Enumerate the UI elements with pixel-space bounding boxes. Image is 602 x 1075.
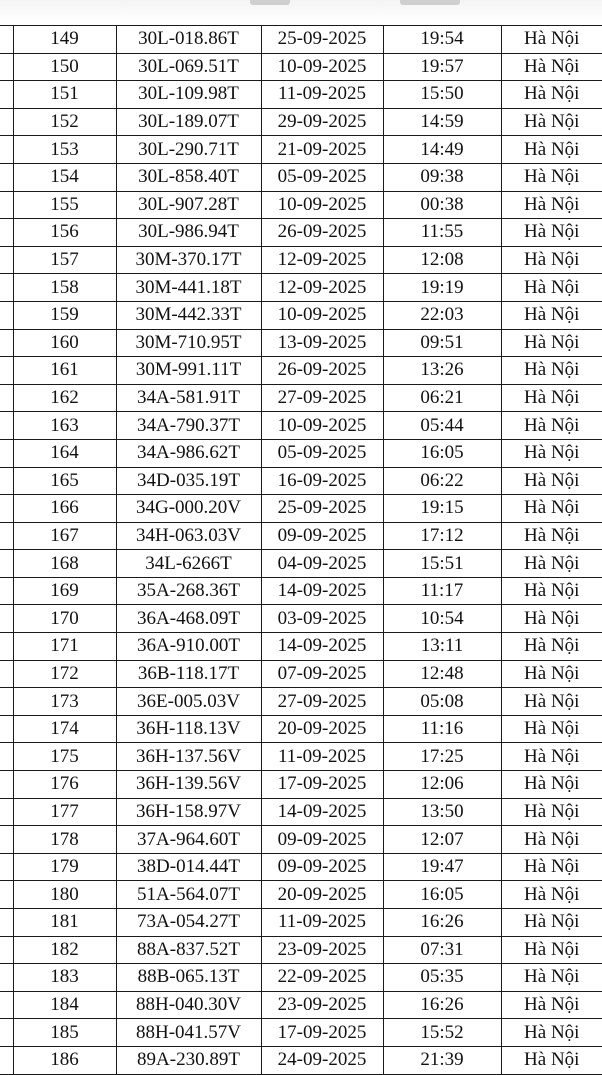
date-cell: 20-09-2025 <box>261 881 383 909</box>
plate-cell: 30L-018.86T <box>116 26 261 54</box>
stt-cell: 164 <box>13 439 116 467</box>
location-cell: Hà Nội <box>501 964 602 992</box>
time-cell: 05:44 <box>383 412 501 440</box>
time-cell: 15:52 <box>383 1019 501 1047</box>
stt-cell: 162 <box>13 384 116 412</box>
left-margin-cell <box>0 81 13 109</box>
time-cell: 09:51 <box>383 329 501 357</box>
stt-cell: 173 <box>13 688 116 716</box>
location-cell: Hà Nội <box>501 798 602 826</box>
date-cell: 27-09-2025 <box>261 384 383 412</box>
left-margin-cell <box>0 384 13 412</box>
time-cell: 16:05 <box>383 881 501 909</box>
time-cell: 11:17 <box>383 577 501 605</box>
left-margin-cell <box>0 1019 13 1047</box>
table-row <box>0 108 602 136</box>
left-margin-cell <box>0 688 13 716</box>
location-cell: Hà Nội <box>501 853 602 881</box>
plate-cell: 36H-158.97V <box>116 798 261 826</box>
plate-cell: 89A-230.89T <box>116 1046 261 1074</box>
table-row <box>0 881 602 909</box>
time-cell: 21:39 <box>383 1046 501 1074</box>
table-row <box>0 936 602 964</box>
date-cell: 29-09-2025 <box>261 108 383 136</box>
table-row <box>0 798 602 826</box>
stt-cell: 177 <box>13 798 116 826</box>
stt-cell: 159 <box>13 301 116 329</box>
date-cell: 05-09-2025 <box>261 439 383 467</box>
stt-cell: 175 <box>13 743 116 771</box>
stt-cell: 153 <box>13 136 116 164</box>
stt-cell: 152 <box>13 108 116 136</box>
date-cell: 20-09-2025 <box>261 715 383 743</box>
table-row <box>0 1019 602 1047</box>
table-row <box>0 191 602 219</box>
location-cell: Hà Nội <box>501 301 602 329</box>
stt-cell: 178 <box>13 826 116 854</box>
left-margin-cell <box>0 577 13 605</box>
location-cell: Hà Nội <box>501 605 602 633</box>
time-cell: 13:11 <box>383 633 501 661</box>
date-cell: 21-09-2025 <box>261 136 383 164</box>
time-cell: 05:35 <box>383 964 501 992</box>
date-cell: 11-09-2025 <box>261 81 383 109</box>
left-margin-cell <box>0 26 13 54</box>
location-cell: Hà Nội <box>501 771 602 799</box>
date-cell: 23-09-2025 <box>261 936 383 964</box>
time-cell: 19:19 <box>383 274 501 302</box>
plate-cell: 30L-986.94T <box>116 219 261 247</box>
table-row <box>0 853 602 881</box>
left-margin-cell <box>0 522 13 550</box>
time-cell: 11:55 <box>383 219 501 247</box>
date-cell: 26-09-2025 <box>261 357 383 385</box>
location-cell: Hà Nội <box>501 826 602 854</box>
top-cropped-strip <box>0 0 602 22</box>
plate-cell: 36A-468.09T <box>116 605 261 633</box>
stt-cell: 181 <box>13 909 116 937</box>
left-margin-cell <box>0 136 13 164</box>
location-cell: Hà Nội <box>501 495 602 523</box>
location-cell: Hà Nội <box>501 329 602 357</box>
time-cell: 07:31 <box>383 936 501 964</box>
location-cell: Hà Nội <box>501 246 602 274</box>
time-cell: 09:38 <box>383 163 501 191</box>
date-cell: 27-09-2025 <box>261 688 383 716</box>
table-row <box>0 633 602 661</box>
table-row <box>0 550 602 578</box>
table-row <box>0 991 602 1019</box>
left-margin-cell <box>0 219 13 247</box>
location-cell: Hà Nội <box>501 26 602 54</box>
table-row <box>0 826 602 854</box>
date-cell: 25-09-2025 <box>261 26 383 54</box>
date-cell: 09-09-2025 <box>261 826 383 854</box>
left-margin-cell <box>0 881 13 909</box>
location-cell: Hà Nội <box>501 909 602 937</box>
time-cell: 16:26 <box>383 909 501 937</box>
time-cell: 11:16 <box>383 715 501 743</box>
left-margin-cell <box>0 771 13 799</box>
date-cell: 05-09-2025 <box>261 163 383 191</box>
stt-cell: 150 <box>13 53 116 81</box>
location-cell: Hà Nội <box>501 467 602 495</box>
plate-cell: 73A-054.27T <box>116 909 261 937</box>
left-margin-cell <box>0 439 13 467</box>
table-row <box>0 715 602 743</box>
table-row <box>0 246 602 274</box>
time-cell: 00:38 <box>383 191 501 219</box>
plate-cell: 30M-442.33T <box>116 301 261 329</box>
plate-cell: 36E-005.03V <box>116 688 261 716</box>
left-margin-cell <box>0 798 13 826</box>
time-cell: 15:51 <box>383 550 501 578</box>
plate-cell: 88H-041.57V <box>116 1019 261 1047</box>
time-cell: 16:26 <box>383 991 501 1019</box>
location-cell: Hà Nội <box>501 660 602 688</box>
time-cell: 10:54 <box>383 605 501 633</box>
table-row <box>0 301 602 329</box>
date-cell: 10-09-2025 <box>261 301 383 329</box>
date-cell: 09-09-2025 <box>261 853 383 881</box>
table-row <box>0 577 602 605</box>
plate-cell: 36H-139.56V <box>116 771 261 799</box>
left-margin-cell <box>0 550 13 578</box>
table-row <box>0 1046 602 1074</box>
date-cell: 24-09-2025 <box>261 1046 383 1074</box>
time-cell: 14:49 <box>383 136 501 164</box>
table-row <box>0 274 602 302</box>
date-cell: 11-09-2025 <box>261 909 383 937</box>
time-cell: 17:12 <box>383 522 501 550</box>
table-row <box>0 439 602 467</box>
location-cell: Hà Nội <box>501 881 602 909</box>
left-margin-cell <box>0 743 13 771</box>
location-cell: Hà Nội <box>501 936 602 964</box>
table-row <box>0 26 602 54</box>
left-margin-cell <box>0 163 13 191</box>
location-cell: Hà Nội <box>501 550 602 578</box>
date-cell: 16-09-2025 <box>261 467 383 495</box>
plate-cell: 30L-290.71T <box>116 136 261 164</box>
table-row <box>0 688 602 716</box>
time-cell: 15:50 <box>383 81 501 109</box>
location-cell: Hà Nội <box>501 1019 602 1047</box>
time-cell: 19:57 <box>383 53 501 81</box>
stt-cell: 166 <box>13 495 116 523</box>
left-margin-cell <box>0 633 13 661</box>
plate-cell: 36H-118.13V <box>116 715 261 743</box>
left-margin-cell <box>0 936 13 964</box>
table-row <box>0 53 602 81</box>
stt-cell: 168 <box>13 550 116 578</box>
location-cell: Hà Nội <box>501 688 602 716</box>
stt-cell: 160 <box>13 329 116 357</box>
time-cell: 06:22 <box>383 467 501 495</box>
left-margin-cell <box>0 991 13 1019</box>
table-row <box>0 329 602 357</box>
location-cell: Hà Nội <box>501 163 602 191</box>
time-cell: 12:06 <box>383 771 501 799</box>
date-cell: 17-09-2025 <box>261 771 383 799</box>
table-row <box>0 412 602 440</box>
left-margin-cell <box>0 301 13 329</box>
time-cell: 12:07 <box>383 826 501 854</box>
date-cell: 12-09-2025 <box>261 246 383 274</box>
plate-cell: 30M-710.95T <box>116 329 261 357</box>
table-row <box>0 605 602 633</box>
stt-cell: 167 <box>13 522 116 550</box>
left-margin-cell <box>0 826 13 854</box>
left-margin-cell <box>0 108 13 136</box>
date-cell: 03-09-2025 <box>261 605 383 633</box>
plate-cell: 30M-441.18T <box>116 274 261 302</box>
stt-cell: 151 <box>13 81 116 109</box>
location-cell: Hà Nội <box>501 219 602 247</box>
location-cell: Hà Nội <box>501 715 602 743</box>
plate-cell: 35A-268.36T <box>116 577 261 605</box>
location-cell: Hà Nội <box>501 991 602 1019</box>
table-row <box>0 136 602 164</box>
left-margin-cell <box>0 274 13 302</box>
date-cell: 26-09-2025 <box>261 219 383 247</box>
date-cell: 23-09-2025 <box>261 991 383 1019</box>
table-row <box>0 964 602 992</box>
plate-cell: 30L-907.28T <box>116 191 261 219</box>
location-cell: Hà Nội <box>501 136 602 164</box>
stt-cell: 184 <box>13 991 116 1019</box>
plate-cell: 34A-581.91T <box>116 384 261 412</box>
left-margin-cell <box>0 495 13 523</box>
stt-cell: 170 <box>13 605 116 633</box>
date-cell: 07-09-2025 <box>261 660 383 688</box>
date-cell: 14-09-2025 <box>261 633 383 661</box>
stt-cell: 185 <box>13 1019 116 1047</box>
left-margin-cell <box>0 909 13 937</box>
left-margin-cell <box>0 191 13 219</box>
stt-cell: 186 <box>13 1046 116 1074</box>
stt-cell: 157 <box>13 246 116 274</box>
table-row <box>0 357 602 385</box>
location-cell: Hà Nội <box>501 191 602 219</box>
plate-cell: 88B-065.13T <box>116 964 261 992</box>
stt-cell: 155 <box>13 191 116 219</box>
stt-cell: 172 <box>13 660 116 688</box>
plate-cell: 34D-035.19T <box>116 467 261 495</box>
plate-cell: 38D-014.44T <box>116 853 261 881</box>
left-margin-cell <box>0 329 13 357</box>
location-cell: Hà Nội <box>501 743 602 771</box>
stt-cell: 183 <box>13 964 116 992</box>
date-cell: 10-09-2025 <box>261 53 383 81</box>
plate-cell: 36H-137.56V <box>116 743 261 771</box>
left-margin-cell <box>0 605 13 633</box>
date-cell: 22-09-2025 <box>261 964 383 992</box>
plate-cell: 88H-040.30V <box>116 991 261 1019</box>
stt-cell: 180 <box>13 881 116 909</box>
date-cell: 11-09-2025 <box>261 743 383 771</box>
time-cell: 22:03 <box>383 301 501 329</box>
plate-cell: 30M-370.17T <box>116 246 261 274</box>
left-margin-cell <box>0 467 13 495</box>
table-row <box>0 522 602 550</box>
date-cell: 10-09-2025 <box>261 191 383 219</box>
time-cell: 06:21 <box>383 384 501 412</box>
left-margin-cell <box>0 53 13 81</box>
table-row <box>0 771 602 799</box>
stt-cell: 176 <box>13 771 116 799</box>
date-cell: 09-09-2025 <box>261 522 383 550</box>
time-cell: 17:25 <box>383 743 501 771</box>
time-cell: 14:59 <box>383 108 501 136</box>
stt-cell: 156 <box>13 219 116 247</box>
time-cell: 05:08 <box>383 688 501 716</box>
time-cell: 12:48 <box>383 660 501 688</box>
plate-cell: 34G-000.20V <box>116 495 261 523</box>
time-cell: 16:05 <box>383 439 501 467</box>
table-row <box>0 743 602 771</box>
date-cell: 10-09-2025 <box>261 412 383 440</box>
plate-cell: 30L-858.40T <box>116 163 261 191</box>
location-cell: Hà Nội <box>501 412 602 440</box>
location-cell: Hà Nội <box>501 577 602 605</box>
plate-cell: 34L-6266T <box>116 550 261 578</box>
location-cell: Hà Nội <box>501 439 602 467</box>
stt-cell: 163 <box>13 412 116 440</box>
location-cell: Hà Nội <box>501 108 602 136</box>
location-cell: Hà Nội <box>501 357 602 385</box>
plate-cell: 51A-564.07T <box>116 881 261 909</box>
date-cell: 04-09-2025 <box>261 550 383 578</box>
plate-cell: 34A-986.62T <box>116 439 261 467</box>
location-cell: Hà Nội <box>501 384 602 412</box>
left-margin-cell <box>0 1046 13 1074</box>
stt-cell: 179 <box>13 853 116 881</box>
date-cell: 17-09-2025 <box>261 1019 383 1047</box>
table-row <box>0 81 602 109</box>
time-cell: 13:26 <box>383 357 501 385</box>
table-row <box>0 495 602 523</box>
left-margin-cell <box>0 853 13 881</box>
left-margin-cell <box>0 715 13 743</box>
table-body <box>0 26 602 1075</box>
time-cell: 13:50 <box>383 798 501 826</box>
time-cell: 19:15 <box>383 495 501 523</box>
violation-table <box>0 25 602 1075</box>
date-cell: 25-09-2025 <box>261 495 383 523</box>
stt-cell: 171 <box>13 633 116 661</box>
stt-cell: 169 <box>13 577 116 605</box>
date-cell: 14-09-2025 <box>261 577 383 605</box>
plate-cell: 30L-189.07T <box>116 108 261 136</box>
left-margin-cell <box>0 660 13 688</box>
plate-cell: 36A-910.00T <box>116 633 261 661</box>
stt-cell: 165 <box>13 467 116 495</box>
date-cell: 12-09-2025 <box>261 274 383 302</box>
cropped-mark <box>400 0 460 5</box>
left-margin-cell <box>0 357 13 385</box>
date-cell: 13-09-2025 <box>261 329 383 357</box>
time-cell: 19:47 <box>383 853 501 881</box>
stt-cell: 158 <box>13 274 116 302</box>
location-cell: Hà Nội <box>501 633 602 661</box>
plate-cell: 36B-118.17T <box>116 660 261 688</box>
stt-cell: 182 <box>13 936 116 964</box>
stt-cell: 174 <box>13 715 116 743</box>
date-cell: 14-09-2025 <box>261 798 383 826</box>
left-margin-cell <box>0 964 13 992</box>
location-cell: Hà Nội <box>501 53 602 81</box>
plate-cell: 30L-069.51T <box>116 53 261 81</box>
time-cell: 12:08 <box>383 246 501 274</box>
table-row <box>0 909 602 937</box>
stt-cell: 161 <box>13 357 116 385</box>
location-cell: Hà Nội <box>501 81 602 109</box>
table-row <box>0 467 602 495</box>
table-row <box>0 384 602 412</box>
plate-cell: 34A-790.37T <box>116 412 261 440</box>
table-row <box>0 163 602 191</box>
plate-cell: 37A-964.60T <box>116 826 261 854</box>
table-row <box>0 660 602 688</box>
left-margin-cell <box>0 412 13 440</box>
plate-cell: 88A-837.52T <box>116 936 261 964</box>
location-cell: Hà Nội <box>501 1046 602 1074</box>
location-cell: Hà Nội <box>501 274 602 302</box>
left-margin-cell <box>0 246 13 274</box>
stt-cell: 154 <box>13 163 116 191</box>
stt-cell: 149 <box>13 26 116 54</box>
location-cell: Hà Nội <box>501 522 602 550</box>
plate-cell: 34H-063.03V <box>116 522 261 550</box>
plate-cell: 30L-109.98T <box>116 81 261 109</box>
cropped-mark <box>250 0 290 5</box>
table-row <box>0 219 602 247</box>
time-cell: 19:54 <box>383 26 501 54</box>
plate-cell: 30M-991.11T <box>116 357 261 385</box>
